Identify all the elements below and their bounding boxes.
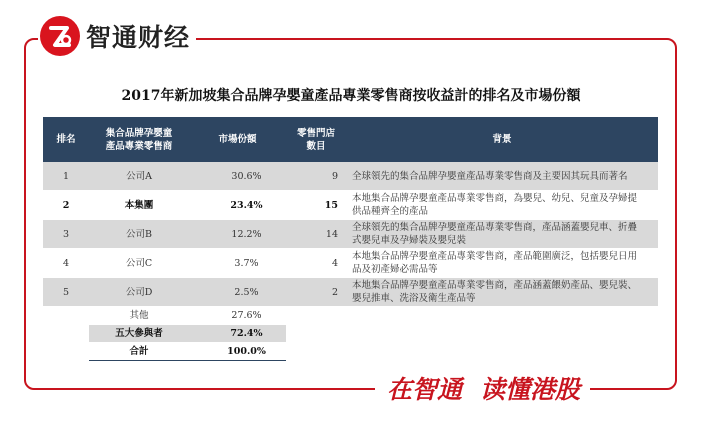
- share-cell: 12.2%: [189, 220, 286, 249]
- share-cell: 2.5%: [189, 278, 286, 307]
- summary-share: 27.6%: [189, 307, 286, 325]
- slogan-part-2: 读懂港股: [480, 375, 581, 404]
- summary-row-others: [43, 307, 658, 325]
- table-row: [43, 278, 658, 307]
- rank-cell: 1: [43, 162, 89, 191]
- document-title: 2017年新加坡集合品牌孕嬰童產品專業零售商按收益計的排名及市場份額: [121, 88, 581, 104]
- background-cell: 全球領先的集合品牌孕嬰童產品專業零售商，產品涵蓋嬰兒車、折疊式嬰兒車及孕婦裝及嬰兒裝: [346, 220, 658, 249]
- summary-row-total: [43, 343, 658, 361]
- share-cell: 23.4%: [189, 191, 286, 220]
- summary-label: 合計: [89, 343, 189, 361]
- background-cell: 本地集合品牌孕嬰童產品專業零售商，產品涵蓋餵奶產品、嬰兒裝、嬰兒推車、洗浴及衛生產品等: [346, 278, 658, 307]
- background-cell: 本地集合品牌孕嬰童產品專業零售商，為嬰兒、幼兒、兒童及孕婦提供品種齊全的產品: [346, 191, 658, 220]
- summary-label: 其他: [89, 307, 189, 325]
- summary-row-top-five: [43, 325, 658, 343]
- header-market-share: 市場份額: [189, 117, 286, 162]
- header-rank: 排名: [43, 117, 89, 162]
- background-cell: 全球領先的集合品牌孕嬰童產品專業零售商及主要因其玩具而著名: [346, 162, 658, 191]
- stores-cell: 15: [286, 191, 346, 220]
- zhitong-logo-icon: [40, 16, 80, 56]
- brand-header: [38, 13, 196, 59]
- retailer-cell: 公司B: [89, 220, 189, 249]
- stores-cell: 2: [286, 278, 346, 307]
- share-cell: 30.6%: [189, 162, 286, 191]
- table-row: [43, 249, 658, 278]
- rank-cell: 5: [43, 278, 89, 307]
- ranking-table: [43, 117, 658, 361]
- retailer-cell: 公司D: [89, 278, 189, 307]
- stores-cell: 9: [286, 162, 346, 191]
- retailer-cell: 公司A: [89, 162, 189, 191]
- retailer-cell: 本集團: [89, 191, 189, 220]
- share-cell: 3.7%: [189, 249, 286, 278]
- summary-share: 72.4%: [189, 325, 286, 343]
- table-row: [43, 162, 658, 191]
- slogan-part-1: 在智通: [387, 375, 463, 404]
- stores-cell: 14: [286, 220, 346, 249]
- stores-cell: 4: [286, 249, 346, 278]
- rank-cell: 3: [43, 220, 89, 249]
- background-cell: 本地集合品牌孕嬰童產品專業零售商，產品範圍廣泛，包括嬰兒日用品及初產婦必需品等: [346, 249, 658, 278]
- table-row: [43, 220, 658, 249]
- rank-cell: 2: [43, 191, 89, 220]
- table-row: [43, 191, 658, 220]
- header-store-count: 零售門店數目: [286, 117, 346, 162]
- header-background: 背景: [346, 117, 658, 162]
- retailer-cell: 公司C: [89, 249, 189, 278]
- summary-label: 五大參與者: [89, 325, 189, 343]
- table-header-row: [43, 117, 658, 162]
- brand-name: 智通财经: [86, 23, 191, 52]
- slogan-banner: [375, 374, 590, 406]
- rank-cell: 4: [43, 249, 89, 278]
- summary-share: 100.0%: [189, 343, 286, 361]
- header-retailer: 集合品牌孕嬰童產品專業零售商: [89, 117, 189, 162]
